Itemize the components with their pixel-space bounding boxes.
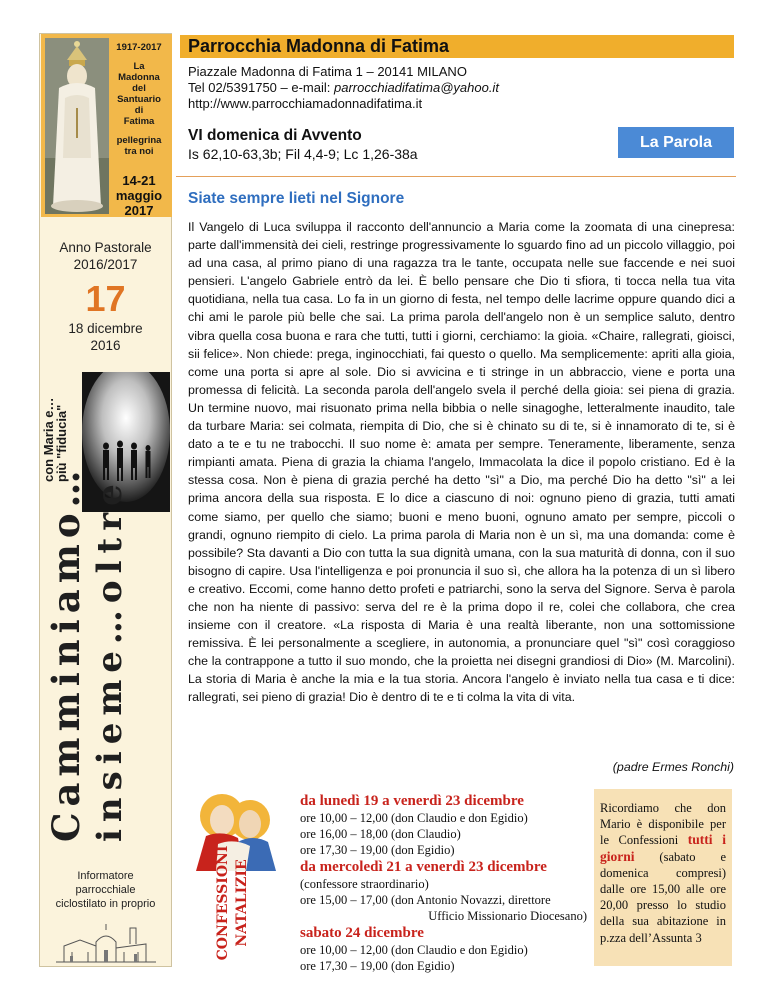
newsletter-info: Informatore parrocchiale ciclostilato in proprio xyxy=(55,870,156,910)
anno-pastorale: Anno Pastorale 2016/2017 xyxy=(59,240,152,272)
email-link[interactable]: parrocchiadifatima@yahoo.it xyxy=(333,80,499,95)
article-author: (padre Ermes Ronchi) xyxy=(612,760,734,774)
fiducia-vertical-text: con Maria e… più "fiducia" xyxy=(41,397,69,482)
article-body: Il Vangelo di Luca sviluppa il racconto dell'annuncio a Maria come la zoomata di una cinepresa: parte dall'immensità dei cieli, restringe progressivamente lo sguardo fino ad un piccolo villaggio, poi ad una casa, al primo piano di una ragazza tra le tante, occupata nelle sue faccende e nei suoi pensieri. L'angelo Gabriele entrò da lei. È bello pensare che Dio ti sfiora, ti tocca nella tua vita quotidiana, nella tua casa. Lo fa in un giorno di festa, nel tempo delle lacrime oppure quando dici a chi ami le parole più belle che sai. La prima parola dell'angelo non è un semplice saluto, dentro vibra quella cosa buona e rara che tutti, tutti i giorni, cerchiamo: la gioia. «Chaire, rallegrati, gioisci, sii felice». Non chiede: prega, inginocchiati, fai questo o quello. Ma semplicemente: apriti alla gioia, come una porta si apre al sole. Dio si avvicina e ti stringe in un abbraccio, viene e porta una promessa di felicità. La seconda parola dell'angelo svela il perché della gioia: sei piena di grazia. Un termine nuovo, mai risuonato prima nella bibbia o nelle sinagoghe, letteralmente inaudito, tale da turbare Maria: sei colmata, riempita di Dio, che si è chinato su di te, si è innamorato di te, si è dato a te e tu ne trabocchi. Il suo nome è: amata per sempre. Teneramente, liberamente, senza rimpianti amata. Piena di grazia la chiama l'angelo, Immacolata la dice il popolo cristiano. Ed è la stessa cosa. Non è piena di grazia perché ha detto "sì" a Dio, ma perché Dio ha detto "sì" a lei prima ancora della sua risposta. E lo dice a ciascuno di noi: ognuno pieno di grazia, tutti amati come siamo, per quello che siamo; buoni e meno buoni, ognuno amato per sempre, piccoli o grandi, ognuno riempito di cielo. La prima parola di Maria non è un sì, ma una domanda: come è possibile? Sta davanti a Dio con tutta la sua dignità umana, con la sua maturità di donna, con il suo bisogno di capire. Usa l'intelligenza e poi pronuncia il suo sì, che allora ha la potenza di un sì libero e creativo. Eccomi, come hanno detto profeti e patriarchi, sono la serva del Signore. Serva è parola che non ha niente di passivo: serva del re è la prima dopo il re, colei che collabora, che crea insieme con il creatore. «La risposta di Maria è una realtà liberante, non una sottomissione remissiva. È lei personalmente a scegliere, in autonomia, a pronunciare quel "sì" così coraggioso che la contrappone a tutto il suo mondo, che la proietta nei disegni grandiosi di Dio» (M. Marcolini). La storia di Maria è anche la mia e la tua storia. Ancora l'angelo è inviato nella tua casa e ti dice: rallegrati, sei pieno di grazia! Dio è dentro di te e ti colma la vita di vita. xyxy=(188,220,735,705)
schedule-line: ore 17,30 – 19,00 (don Egidio) xyxy=(300,959,455,973)
schedule-block-2-title: da mercoledì 21 a venerdì 23 dicembre xyxy=(300,859,547,875)
pilgrim-label: pellegrina tra noi xyxy=(116,135,162,157)
schedule-line: (confessore straordinario) xyxy=(300,877,429,891)
la-parola-badge: La Parola xyxy=(618,127,734,158)
note-highlight: tutti i giorni xyxy=(600,832,726,864)
insieme-oltre-vertical-text: insieme…oltre xyxy=(90,477,130,842)
schedule-line: ore 16,00 – 18,00 (don Claudio) xyxy=(300,827,461,841)
schedule-line: ore 10,00 – 12,00 (don Claudio e don Egidio) xyxy=(300,943,528,957)
camminiamo-vertical-text: Camminiamo… xyxy=(44,464,88,842)
sidebar xyxy=(39,33,172,967)
don-mario-note: Ricordiamo che don Mario è disponibile per le Confessioni tutti i giorni (sabato e domenica compresi) dalle ore 15,00 alle ore 20,00 presso lo studio della sua abitazione in p.zza dell’Assunta 3 xyxy=(600,801,726,945)
confessions-schedule xyxy=(300,792,587,974)
schedule-line: Ufficio Missionario Diocesano) xyxy=(428,909,587,923)
issue-number: 17 xyxy=(85,278,126,319)
church-sketch-image xyxy=(50,922,162,964)
sunday-title: VI domenica di Avvento xyxy=(188,127,362,144)
address: Piazzale Madonna di Fatima 1 – 20141 MILANO xyxy=(188,64,467,79)
website-link[interactable]: http://www.parrocchiamadonnadifatima.it xyxy=(188,96,423,111)
madonna-label: La Madonna del Santuario di Fatima xyxy=(117,61,161,127)
parish-title: Parrocchia Madonna di Fatima xyxy=(188,36,450,56)
pilgrimage-dates: 14-21 maggio 2017 xyxy=(115,173,163,218)
schedule-block-3-title: sabato 24 dicembre xyxy=(300,925,424,941)
schedule-line: ore 17,30 – 19,00 (don Egidio) xyxy=(300,843,455,857)
readings: Is 62,10-63,3b; Fil 4,4-9; Lc 1,26-38a xyxy=(188,146,418,162)
schedule-block-1-title: da lunedì 19 a venerdì 23 dicembre xyxy=(300,793,524,809)
madonna-statue-image xyxy=(45,38,109,214)
parish-title-bar xyxy=(180,35,734,58)
confessioni-natalizie-vertical: CONFESSIONI NATALIZIE xyxy=(215,845,250,961)
contact-line: Tel 02/5391750 – e-mail: parrocchiadifatima@yahoo.it xyxy=(188,80,499,95)
schedule-line: ore 10,00 – 12,00 (don Claudio e don Egidio) xyxy=(300,811,528,825)
article-headline: Siate sempre lieti nel Signore xyxy=(188,190,405,207)
header-divider xyxy=(176,176,736,177)
issue-date: 18 dicembre 2016 xyxy=(68,321,143,353)
sidebar-years: 1917-2017 xyxy=(116,42,162,53)
schedule-line: ore 15,00 – 17,00 (don Antonio Novazzi, direttore xyxy=(300,893,551,907)
